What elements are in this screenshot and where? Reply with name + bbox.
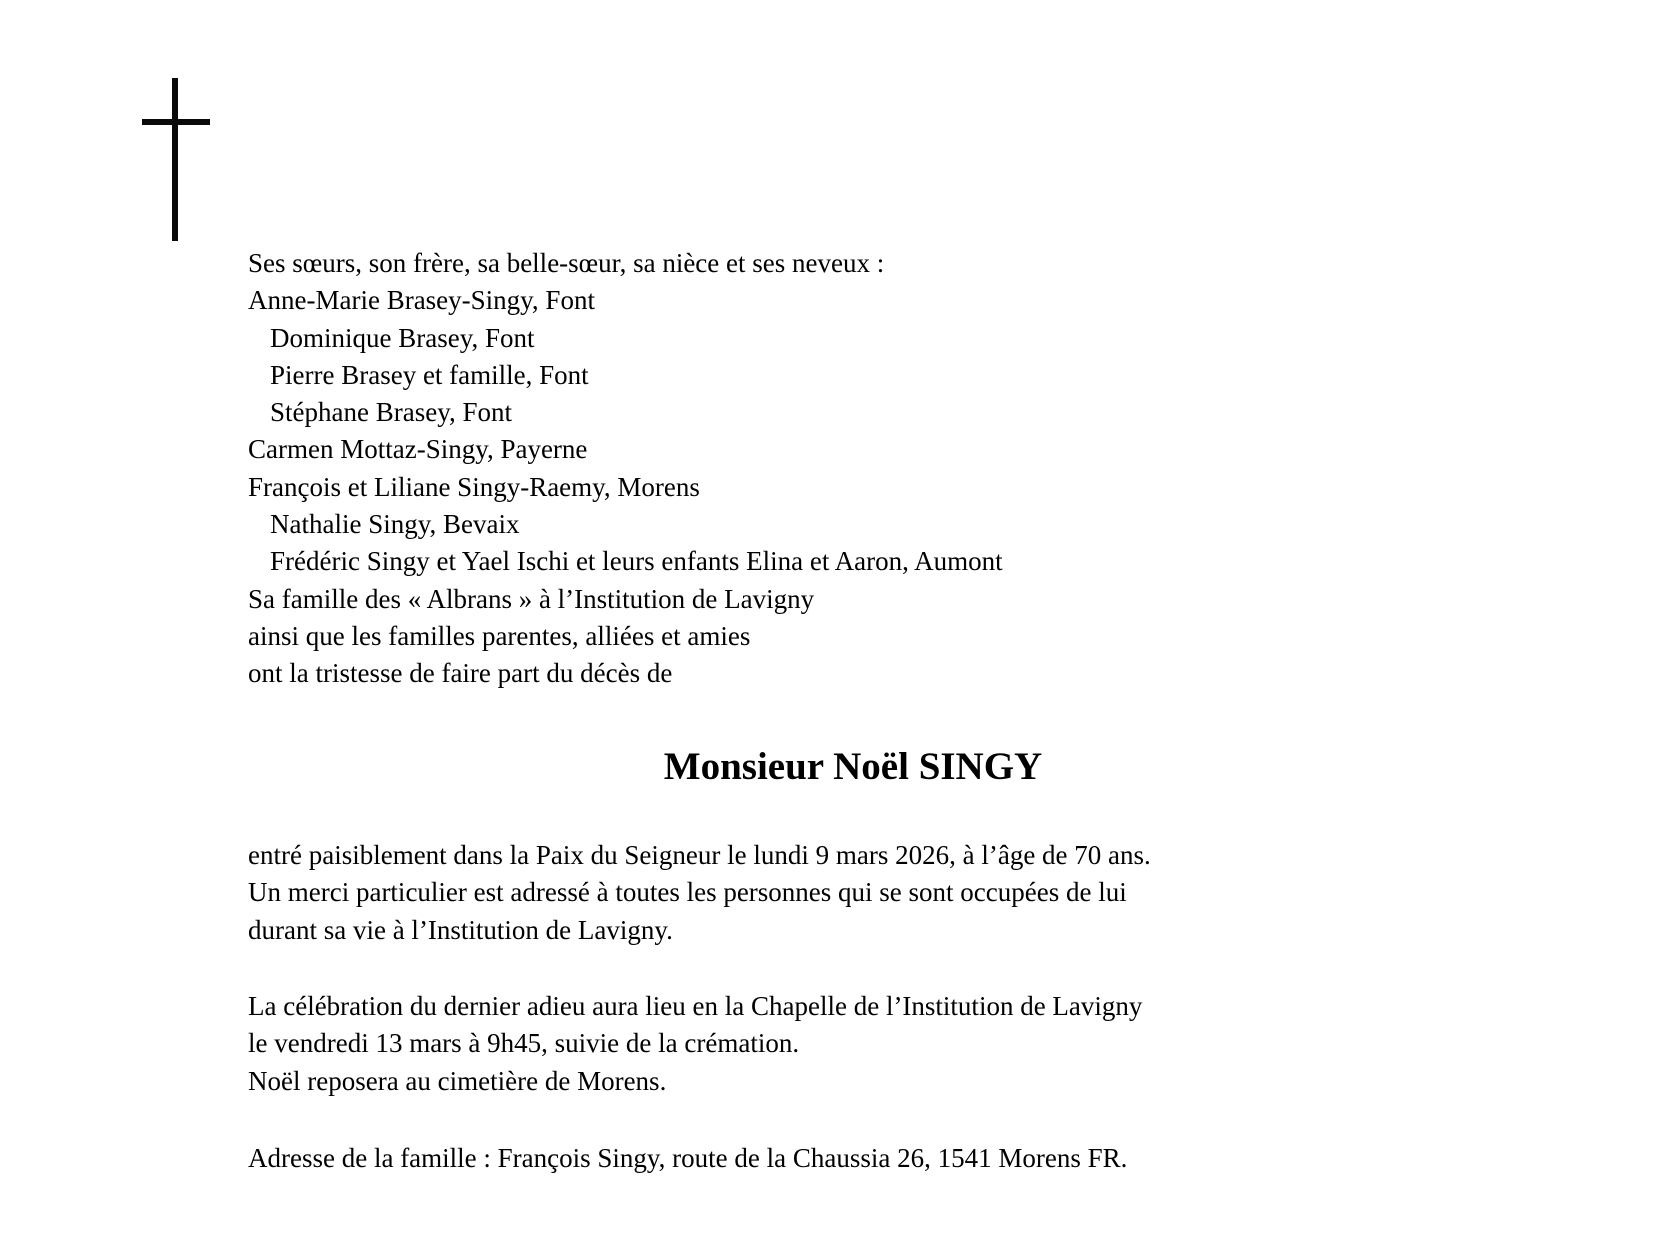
death-line: entré paisiblement dans la Paix du Seigneur le lundi 9 mars 2026, à l’âge de 70 ans. bbox=[248, 840, 1151, 870]
announcement-line: ont la tristesse de faire part du décès de bbox=[248, 658, 673, 689]
family-line: Nathalie Singy, Bevaix bbox=[270, 509, 520, 540]
family-line: Stéphane Brasey, Font bbox=[270, 397, 512, 428]
deceased-name-title: Monsieur Noël SINGY bbox=[663, 745, 1043, 788]
family-address-block bbox=[248, 1140, 1508, 1177]
ceremony-paragraph bbox=[248, 988, 1508, 1100]
intro-line: Ses sœurs, son frère, sa belle-sœur, sa nièce et ses neveux : bbox=[248, 248, 885, 278]
ceremony-line: Noël reposera au cimetière de Morens. bbox=[248, 1065, 667, 1096]
death-paragraph bbox=[248, 837, 1508, 949]
cross-vertical-bar bbox=[172, 78, 178, 241]
death-line: durant sa vie à l’Institution de Lavigny. bbox=[248, 914, 673, 945]
family-line: Dominique Brasey, Font bbox=[270, 322, 535, 353]
family-names-block bbox=[248, 245, 1508, 693]
ceremony-line: La célébration du dernier adieu aura lieu en la Chapelle de l’Institution de Lavigny bbox=[248, 991, 1143, 1021]
cross-horizontal-bar bbox=[142, 119, 210, 125]
family-line: Sa famille des « Albrans » à l’Institution de Lavigny bbox=[248, 583, 815, 614]
ceremony-line: le vendredi 13 mars à 9h45, suivie de la crémation. bbox=[248, 1028, 800, 1059]
family-line: Carmen Mottaz-Singy, Payerne bbox=[248, 434, 588, 465]
family-line: Anne-Marie Brasey-Singy, Font bbox=[248, 285, 595, 316]
family-address-line: Adresse de la famille : François Singy, route de la Chaussia 26, 1541 Morens FR. bbox=[248, 1143, 1128, 1173]
family-line: Frédéric Singy et Yael Ischi et leurs enfants Elina et Aaron, Aumont bbox=[270, 546, 1003, 577]
family-line: François et Liliane Singy-Raemy, Morens bbox=[248, 471, 700, 502]
family-line: Pierre Brasey et famille, Font bbox=[270, 359, 589, 390]
family-line: ainsi que les familles parentes, alliées et amies bbox=[248, 620, 751, 651]
death-line: Un merci particulier est adressé à toutes les personnes qui se sont occupées de lui bbox=[248, 877, 1127, 908]
